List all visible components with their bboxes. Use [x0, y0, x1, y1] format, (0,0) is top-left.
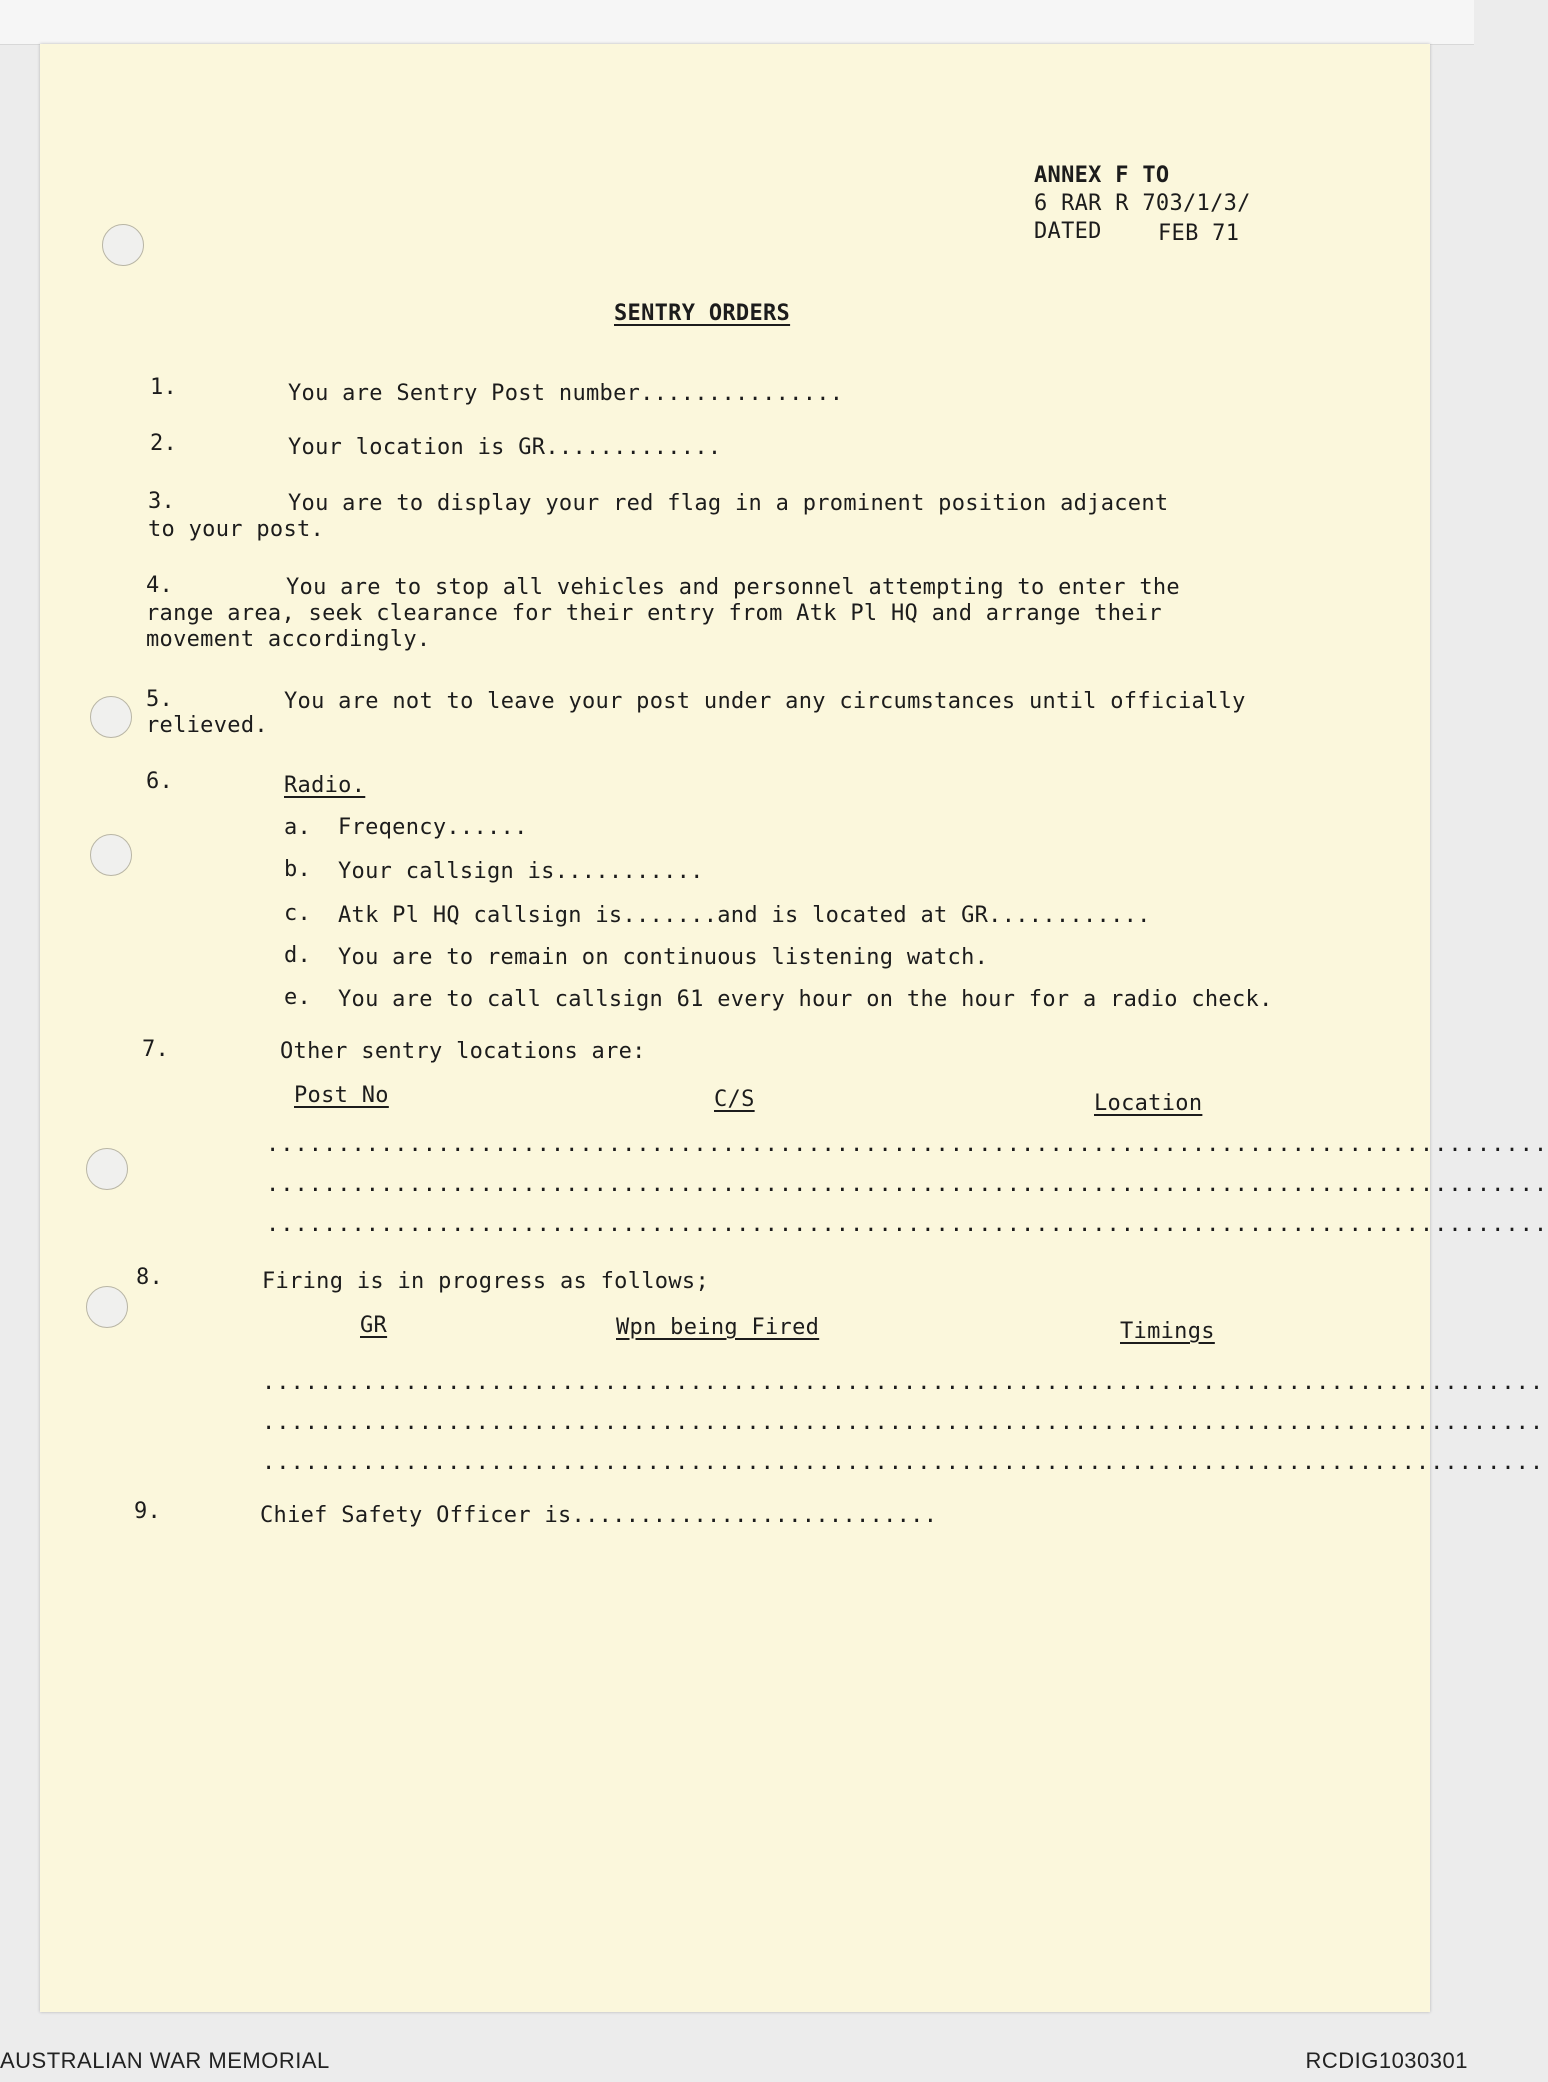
dotted-line: .......................................................................................... [266, 1212, 1548, 1237]
para-3-line-1: You are to display your red flag in a prominent position adjacent [288, 491, 1169, 516]
para-1-number: 1. [150, 375, 178, 400]
para-4-line-1: You are to stop all vehicles and personnel attempting to enter the [286, 575, 1180, 600]
radio-item-e-letter: e. [284, 985, 312, 1010]
para-5-line-1: You are not to leave your post under any circumstances until officially [284, 689, 1246, 714]
para-9-number: 9. [134, 1499, 162, 1524]
radio-item-a-letter: a. [284, 815, 312, 840]
para-3-number: 3. [148, 489, 176, 514]
radio-heading: Radio. [284, 773, 366, 798]
footer-left: AUSTRALIAN WAR MEMORIAL [0, 2048, 330, 2073]
dotted-line: .......................................................................................... [262, 1450, 1545, 1475]
dated-label: DATED [1034, 219, 1102, 244]
dotted-line: .......................................................................................... [266, 1132, 1548, 1157]
para-8-number: 8. [136, 1265, 164, 1290]
radio-item-c-letter: c. [284, 901, 312, 926]
para-3-line-2: to your post. [148, 517, 325, 542]
para-5-number: 5. [146, 687, 174, 712]
punch-hole-5 [86, 1286, 128, 1328]
top-strip [0, 0, 1474, 45]
document-page [40, 44, 1548, 2012]
punch-hole-2 [90, 696, 132, 738]
radio-item-d-text: You are to remain on continuous listening watch. [338, 945, 989, 970]
punch-hole-1 [102, 224, 144, 266]
radio-item-c-text: Atk Pl HQ callsign is.......and is located at GR............ [338, 903, 1151, 928]
dotted-line: .......................................................................................... [262, 1410, 1545, 1435]
dotted-line: .......................................................................................... [266, 1172, 1548, 1197]
radio-item-b-text: Your callsign is........... [338, 859, 704, 884]
radio-item-b-letter: b. [284, 857, 312, 882]
column-timings: Timings [1120, 1319, 1215, 1344]
column-cs: C/S [714, 1087, 755, 1112]
para-4-line-3: movement accordingly. [146, 627, 431, 652]
punch-hole-3 [90, 834, 132, 876]
para-7-number: 7. [142, 1037, 170, 1062]
para-4-line-2: range area, seek clearance for their entry from Atk Pl HQ and arrange their [146, 601, 1162, 626]
para-1-text: You are Sentry Post number............... [288, 381, 844, 406]
para-7-text: Other sentry locations are: [280, 1039, 646, 1064]
annex-label: ANNEX F TO [1034, 163, 1170, 188]
reference-number: 6 RAR R 703/1/3/ [1034, 191, 1251, 216]
column-gr: GR [360, 1313, 388, 1338]
para-4-number: 4. [146, 573, 174, 598]
radio-item-d-letter: d. [284, 943, 312, 968]
column-location: Location [1094, 1091, 1203, 1116]
radio-item-a-text: Freqency...... [338, 815, 528, 840]
punch-hole-4 [86, 1148, 128, 1190]
column-post-no: Post No [294, 1083, 389, 1108]
para-8-text: Firing is in progress as follows; [262, 1269, 709, 1294]
para-5-line-2: relieved. [146, 713, 268, 738]
para-9-text: Chief Safety Officer is........................... [260, 1503, 938, 1528]
para-6-number: 6. [146, 769, 174, 794]
dated-value: FEB 71 [1158, 221, 1240, 246]
dotted-line: .......................................................................................... [262, 1370, 1545, 1395]
column-wpn-being-fired: Wpn being Fired [616, 1315, 820, 1340]
footer-right: RCDIG1030301 [1305, 2048, 1468, 2073]
radio-item-e-text: You are to call callsign 61 every hour on the hour for a radio check. [338, 987, 1273, 1012]
para-2-text: Your location is GR............. [288, 435, 722, 460]
para-2-number: 2. [150, 431, 178, 456]
page-title: SENTRY ORDERS [614, 301, 791, 326]
